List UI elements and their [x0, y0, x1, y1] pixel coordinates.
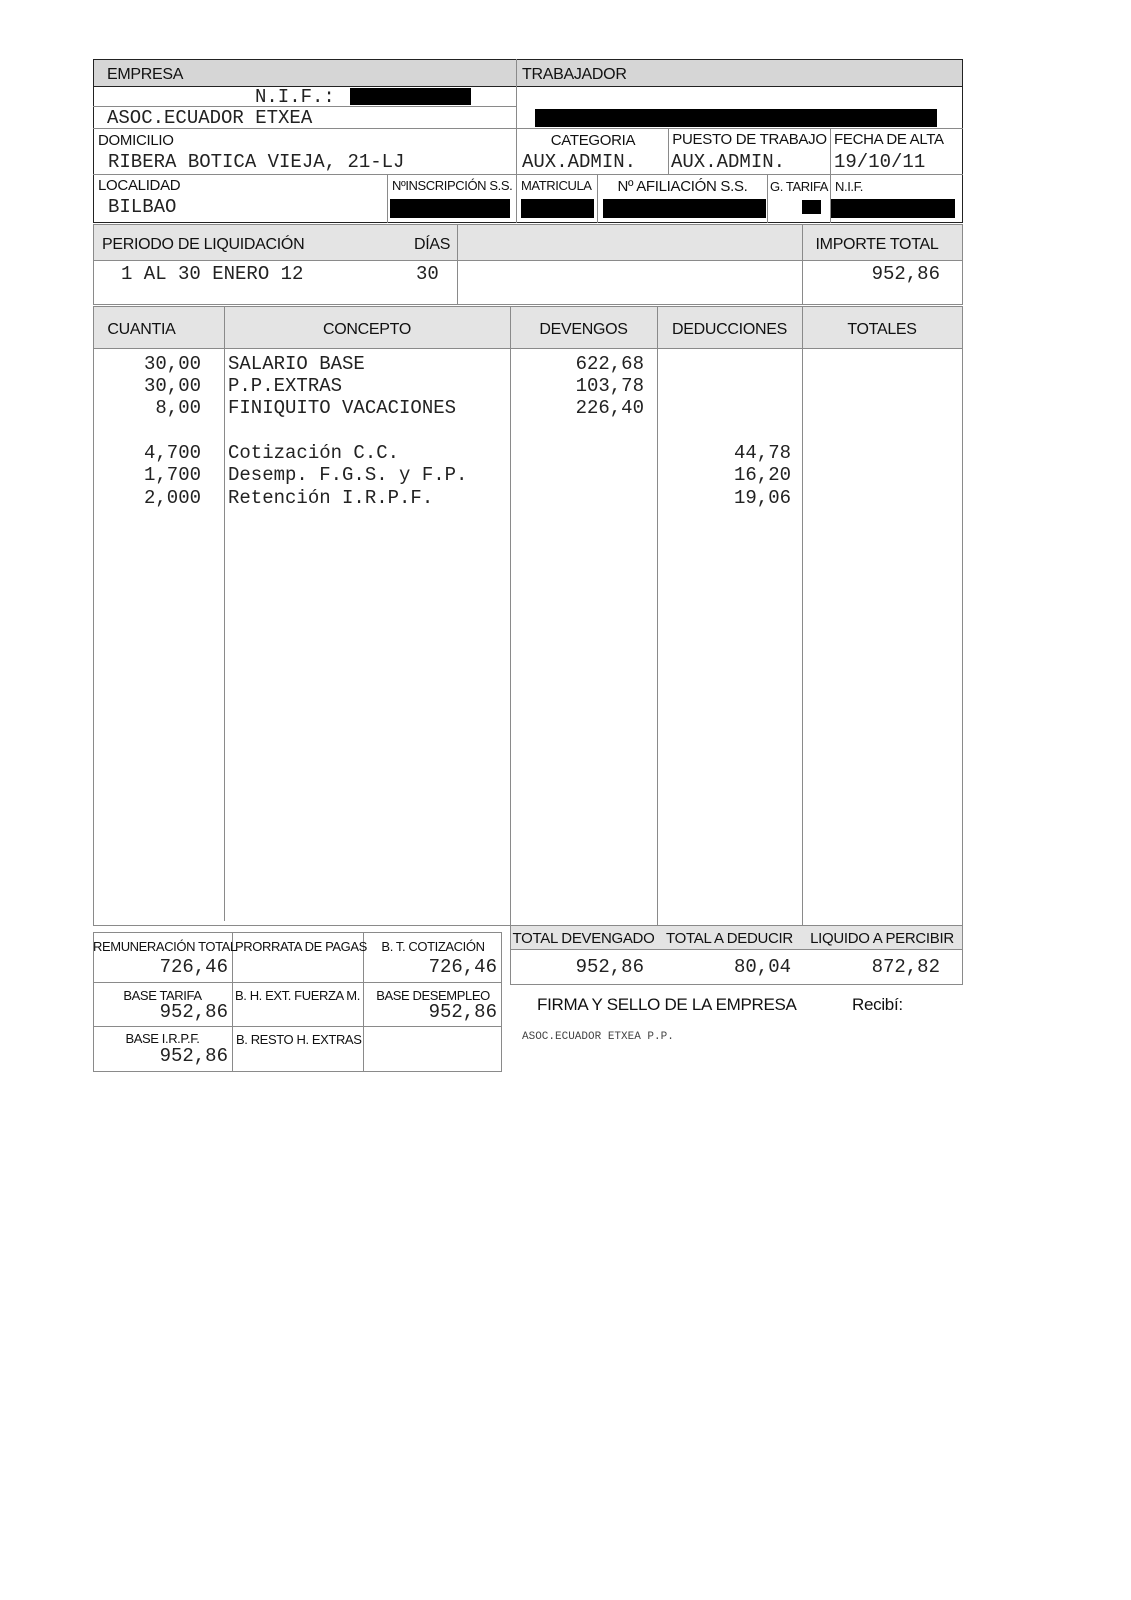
trabajador-label: TRABAJADOR [522, 66, 627, 83]
remuneracion-label: REMUNERACIÓN TOTAL [93, 939, 237, 954]
row-cuantia: 1,700 [143, 464, 201, 486]
row-cuantia: 2,000 [143, 487, 201, 509]
redacted-trabajador-nombre [535, 109, 937, 127]
row-concepto: Retención I.R.P.F. [228, 487, 434, 509]
periodo-value: 1 AL 30 ENERO 12 [121, 263, 304, 285]
col-cuantia: CUANTIA [107, 321, 176, 338]
base-tarifa-label: BASE TARIFA [123, 988, 202, 1003]
liquido-percibir-value: 872,82 [871, 956, 940, 978]
row-cuantia: 30,00 [143, 375, 201, 397]
firma-label: FIRMA Y SELLO DE LA EMPRESA [537, 995, 797, 1014]
matricula-label: MATRICULA [521, 178, 592, 193]
row-devengo: 622,68 [575, 353, 644, 375]
bh-fuerza-label: B. H. EXT. FUERZA M. [235, 988, 360, 1003]
trabajador-nif-label: N.I.F. [835, 179, 863, 194]
total-devengado-value: 952,86 [575, 956, 644, 978]
row-deduccion: 44,78 [733, 442, 791, 464]
bt-cotizacion-value: 726,46 [428, 956, 497, 978]
redacted-tarifa [802, 200, 821, 214]
importe-total-label: IMPORTE TOTAL [815, 236, 939, 253]
prorrata-label: PRORRATA DE PAGAS [235, 939, 367, 954]
empresa-nombre: ASOC.ECUADOR ETXEA [107, 107, 313, 129]
base-desempleo-label: BASE DESEMPLEO [376, 988, 490, 1003]
domicilio-label: DOMICILIO [98, 132, 174, 149]
company-stamp-text: ASOC.ECUADOR ETXEA P.P. [522, 1031, 674, 1043]
redacted-trabajador-nif [831, 199, 955, 218]
categoria-value: AUX.ADMIN. [522, 151, 637, 173]
remuneracion-value: 726,46 [159, 956, 228, 978]
base-irpf-label: BASE I.R.P.F. [125, 1031, 200, 1046]
afiliacion-label: Nº AFILIACIÓN S.S. [617, 178, 748, 195]
fecha-alta-value: 19/10/11 [834, 151, 926, 173]
domicilio-value: RIBERA BOTICA VIEJA, 21-LJ [108, 151, 405, 173]
tarifa-label: G. TARIFA [770, 179, 829, 194]
total-devengado-label: TOTAL DEVENGADO [512, 930, 655, 947]
empresa-label: EMPRESA [107, 66, 184, 83]
row-cuantia: 4,700 [143, 442, 201, 464]
categoria-label: CATEGORIA [550, 132, 636, 149]
base-tarifa-value: 952,86 [159, 1001, 228, 1023]
dias-value: 30 [416, 263, 439, 285]
col-concepto: CONCEPTO [323, 321, 411, 338]
dias-label: DÍAS [414, 236, 451, 253]
puesto-label: PUESTO DE TRABAJO [672, 131, 827, 148]
total-deducir-label: TOTAL A DEDUCIR [666, 930, 793, 947]
row-concepto: Desemp. F.G.S. y F.P. [228, 464, 468, 486]
base-irpf-value: 952,86 [159, 1045, 228, 1067]
redacted-matricula [521, 199, 594, 218]
localidad-label: LOCALIDAD [98, 177, 181, 194]
col-devengos: DEVENGOS [539, 321, 628, 338]
resto-extras-label: B. RESTO H. EXTRAS [236, 1032, 362, 1047]
row-devengo: 226,40 [575, 397, 644, 419]
puesto-value: AUX.ADMIN. [671, 151, 786, 173]
row-cuantia: 8,00 [155, 397, 201, 419]
row-concepto: FINIQUITO VACACIONES [228, 397, 457, 419]
empresa-nif-label: N.I.F.: [255, 86, 335, 108]
importe-total-value: 952,86 [871, 263, 940, 285]
row-concepto: P.P.EXTRAS [228, 375, 343, 397]
row-deduccion: 19,06 [733, 487, 791, 509]
col-deducciones: DEDUCCIONES [672, 321, 787, 338]
redacted-empresa-nif [350, 88, 471, 105]
row-cuantia: 30,00 [143, 353, 201, 375]
base-desempleo-value: 952,86 [428, 1001, 497, 1023]
row-deduccion: 16,20 [733, 464, 791, 486]
row-concepto: SALARIO BASE [228, 353, 365, 375]
total-deducir-value: 80,04 [733, 956, 791, 978]
col-totales: TOTALES [847, 321, 917, 338]
recibi-label: Recibí: [852, 995, 903, 1014]
row-devengo: 103,78 [575, 375, 644, 397]
liquido-percibir-label: LIQUIDO A PERCIBIR [810, 930, 954, 947]
redacted-inscripcion [390, 199, 510, 218]
inscripcion-label: NºINSCRIPCIÓN S.S. [392, 178, 513, 193]
row-concepto: Cotización C.C. [228, 442, 400, 464]
localidad-value: BILBAO [108, 196, 177, 218]
redacted-afiliacion [603, 199, 766, 218]
bt-cotizacion-label: B. T. COTIZACIÓN [381, 939, 485, 954]
periodo-label: PERIODO DE LIQUIDACIÓN [102, 236, 305, 253]
fecha-alta-label: FECHA DE ALTA [834, 131, 944, 148]
